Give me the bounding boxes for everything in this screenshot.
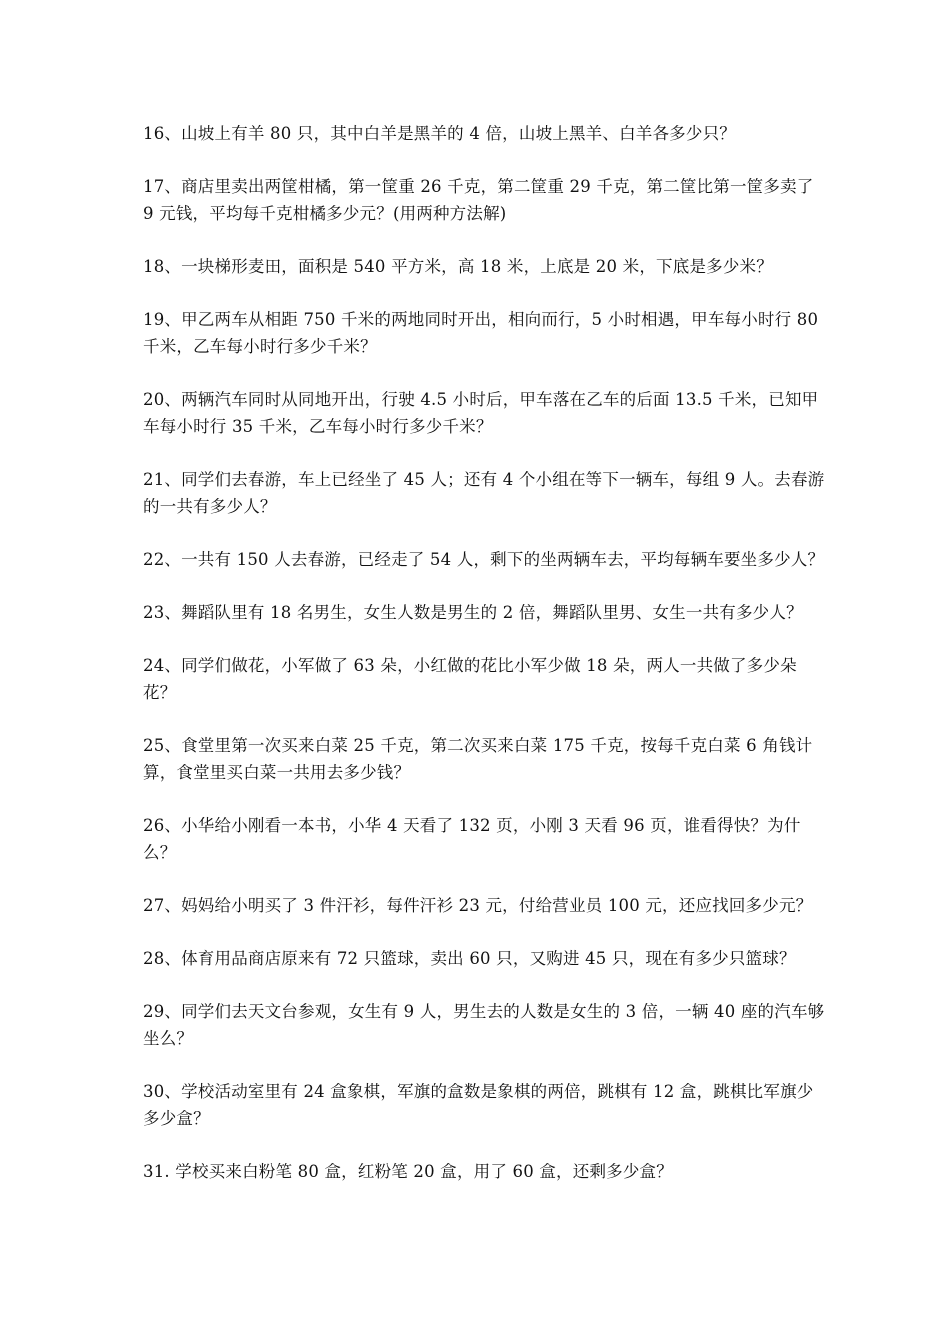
problem-24: 24、同学们做花，小军做了 63 朵，小红做的花比小军少做 18 朵，两人一共做了多少朵花？ bbox=[143, 656, 797, 702]
problem-28: 28、体育用品商店原来有 72 只篮球，卖出 60 只，又购进 45 只，现在有多少只篮球？ bbox=[143, 949, 796, 968]
problem-27: 27、妈妈给小明买了 3 件汗衫，每件汗衫 23 元，付给营业员 100 元，还应找回多少元？ bbox=[143, 896, 813, 915]
problem-list bbox=[143, 120, 828, 1211]
problem-20: 20、两辆汽车同时从同地开出，行驶 4.5 小时后，甲车落在乙车的后面 13.5 千米，已知甲车每小时行 35 千米，乙车每小时行多少千米？ bbox=[143, 390, 819, 436]
problem-21: 21、同学们去春游，车上已经坐了 45 人；还有 4 个小组在等下一辆车，每组 9 人。去春游的一共有多少人？ bbox=[143, 470, 825, 516]
problem-29: 29、同学们去天文台参观，女生有 9 人，男生去的人数是女生的 3 倍，一辆 40 座的汽车够坐么？ bbox=[143, 1002, 825, 1048]
problem-23: 23、舞蹈队里有 18 名男生，女生人数是男生的 2 倍，舞蹈队里男、女生一共有多少人？ bbox=[143, 603, 803, 622]
problem-31: 31. 学校买来白粉笔 80 盒，红粉笔 20 盒，用了 60 盒，还剩多少盒？ bbox=[143, 1162, 673, 1181]
problem-25: 25、食堂里第一次买来白菜 25 千克，第二次买来白菜 175 千克，按每千克白菜 6 角钱计算，食堂里买白菜一共用去多少钱？ bbox=[143, 736, 813, 782]
problem-26: 26、小华给小刚看一本书，小华 4 天看了 132 页，小刚 3 天看 96 页，谁看得快？为什么？ bbox=[143, 816, 801, 862]
problem-30: 30、学校活动室里有 24 盒象棋，军旗的盒数是象棋的两倍，跳棋有 12 盒，跳棋比军旗少多少盒？ bbox=[143, 1082, 814, 1128]
problem-18: 18、一块梯形麦田，面积是 540 平方米，高 18 米，上底是 20 米，下底是多少米？ bbox=[143, 257, 773, 276]
problem-16: 16、山坡上有羊 80 只，其中白羊是黑羊的 4 倍，山坡上黑羊、白羊各多少只？ bbox=[143, 124, 736, 143]
problem-22: 22、一共有 150 人去春游，已经走了 54 人，剩下的坐两辆车去，平均每辆车要坐多少人？ bbox=[143, 550, 825, 569]
problem-17: 17、商店里卖出两筐柑橘，第一筐重 26 千克，第二筐重 29 千克，第二筐比第一筐多卖了 9 元钱，平均每千克柑橘多少元？(用两种方法解) bbox=[143, 177, 814, 223]
problem-19: 19、甲乙两车从相距 750 千米的两地同时开出，相向而行，5 小时相遇，甲车每小时行 80 千米，乙车每小时行多少千米？ bbox=[143, 310, 819, 356]
